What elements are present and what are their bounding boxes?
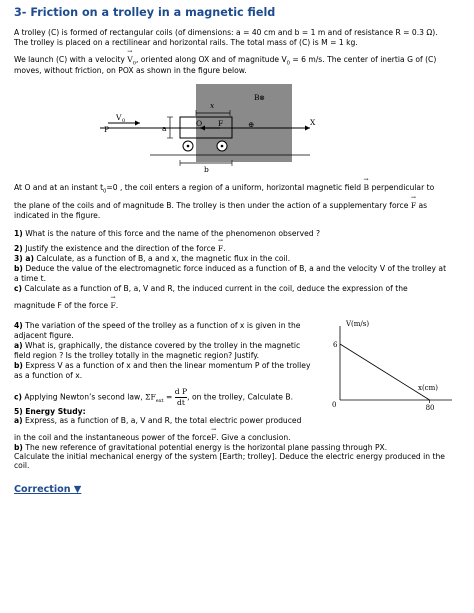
label-x: x [210,101,215,110]
origin-tick-label: 0 [332,401,337,409]
question-5a: a) Express, as a function of B, a, V and R, the total electric power produced [14,416,302,425]
correction-link[interactable]: Correction ▼ [14,484,82,495]
svg-text:0: 0 [122,118,126,124]
question-5-title: 5) Energy Study: [14,407,86,416]
label-a: a [162,124,167,133]
intro-line-3c: = 6 m/s. The center of inertia G of (C) [289,55,437,64]
question-4-block: 4) The variation of the speed of the trolley as a function of x is given in the adjacent figure. a) What is, graphically, the distance covered by the trolley in the magnetic field region ? Is the trolley totally in the magnetic region? Justify. b) Express V as a function of x and then the linear momentum P of the trolley as a function of x. [14,321,311,381]
question-3a: 3) a) Calculate, as a function of B, a and x, the magnetic flux in the coil. [14,254,291,263]
label-b: b [204,165,209,174]
y-tick-label: 6 [333,341,338,349]
label-B: B [254,93,260,102]
label-plus: ⊕ [248,120,255,129]
question-3c-cont: magnitude F of the force → F. [14,301,460,311]
question-5a-cont: in the coil and the instantaneous power of the force→ F. Give a conclusion. [14,433,460,443]
question-1: 1) What is the nature of this force and the name of the phenomenon observed ? [14,229,321,238]
page-title: 3- Friction on a trolley in a magnetic field [14,6,276,19]
intro-line-4: moves, without friction, on POX as shown in the figure below. [14,66,247,75]
label-F: F [218,119,224,128]
intro-line-3b: , oriented along OX and of magnitude V [135,55,287,64]
intro-line-3: We launch (C) with a velocity → $V_0$, oriented along OX and of magnitude $V_0 = 6$ m/s. The center of inertia G of (C) [14,55,460,67]
label-B-symbol: ⊗ [259,94,265,102]
intro-line-2: The trolley is placed on a rectilinear and horizontal rails. The total mass of (C) is M = 1 kg. [14,38,358,47]
question-2: 2) Justify the existence and the direction of the force → F. [14,244,460,254]
label-X: X [310,118,316,127]
v0-vector: → $V_0$ [127,55,136,67]
x-axis-label: x(cm) [418,384,438,392]
para2-line-2: the plane of the coils and of magnitude B. The trolley is then under the action of a supplementary force → F as [14,201,460,211]
series-line-segment [340,344,430,400]
para2-line-1: At O and at an instant $t_0=0$ , the coil enters a region of a uniform, horizontal magnetic field → B perpendicular to [14,183,460,195]
question-3b: b) Deduce the value of the electromagnetic force induced as a function of B, a and the velocity V of the trolley at [14,264,447,273]
intro-line-3a: We launch (C) with a velocity [14,55,125,64]
trolley-figure [100,84,340,180]
newton-formula: $\Sigma F_{ext}$ = $\frac{\text{d P}}{dt}$ [145,387,188,408]
b-vector: → B [363,183,369,193]
question-4c: c) Applying Newton’s second law, $\Sigma F_{ext}$ = $\frac{\text{d P}}{dt}$ , on the trolley, Calculate B. [14,387,294,408]
label-O: O [196,119,203,128]
intro-line-1: A trolley (C) is formed of rectangular coils (of dimensions: a = 40 cm and b = 1 m and of resistance R = 0.3 Ω). [14,28,438,37]
label-P: P [104,125,110,134]
magnetic-field-region [196,84,292,162]
para2-line-3: indicated in the figure. [14,211,101,220]
question-3b-cont: a time t. [14,274,47,283]
question-5b: b) The new reference of gravitational potential energy is the horizontal plane passing through PX. [14,443,388,452]
question-3c: c) Calculate as a function of B, a, V and R, the induced current in the coil, deduce the expression of the [14,284,408,293]
question-5c: Calculate the initial mechanical energy of the system [Earth; trolley]. Deduce the electric energy produced in the [14,452,445,461]
y-axis-label: V(m/s) [346,320,370,328]
f-vector: → F [411,201,416,211]
question-5c-cont: coil. [14,461,30,470]
x-tick-label: 80 [425,404,435,412]
label-V0: V [116,113,122,122]
